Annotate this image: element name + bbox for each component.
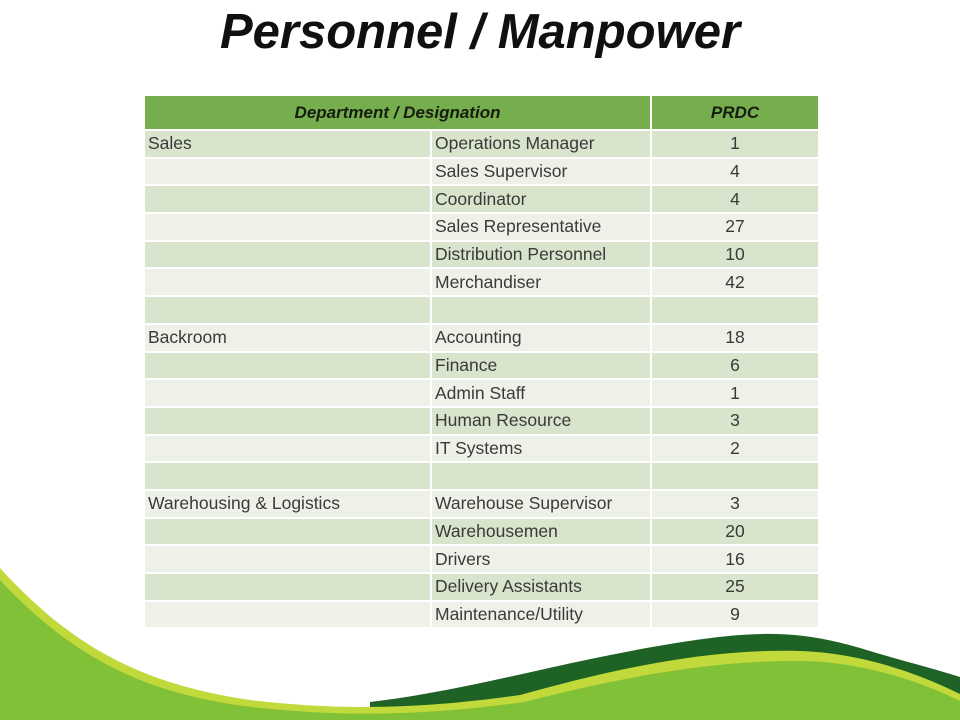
designation-cell: Warehouse Supervisor	[432, 491, 650, 517]
table-row	[145, 602, 818, 628]
designation-cell: Finance	[432, 353, 650, 379]
department-cell	[145, 574, 430, 600]
designation-cell: Accounting	[432, 325, 650, 351]
prdc-cell: 2	[652, 436, 818, 462]
table-row	[145, 159, 818, 185]
prdc-cell: 1	[652, 380, 818, 406]
department-cell	[145, 463, 430, 489]
designation-cell: Coordinator	[432, 186, 650, 212]
department-cell	[145, 436, 430, 462]
prdc-cell: 20	[652, 519, 818, 545]
table-header-row	[145, 96, 818, 129]
department-cell	[145, 297, 430, 323]
designation-cell: Delivery Assistants	[432, 574, 650, 600]
department-cell	[145, 519, 430, 545]
table-row	[145, 380, 818, 406]
slide-title: Personnel / Manpower	[219, 5, 741, 59]
table-row	[145, 574, 818, 600]
prdc-cell: 4	[652, 186, 818, 212]
department-cell	[145, 546, 430, 572]
table-row	[145, 214, 818, 240]
table-row	[145, 353, 818, 379]
department-cell	[145, 159, 430, 185]
prdc-cell: 6	[652, 353, 818, 379]
designation-cell: Drivers	[432, 546, 650, 572]
designation-cell: Distribution Personnel	[432, 242, 650, 268]
table-row	[145, 519, 818, 545]
table-row	[145, 269, 818, 295]
header-prdc: PRDC	[652, 96, 818, 129]
designation-cell	[432, 463, 650, 489]
personnel-table	[143, 94, 820, 629]
prdc-cell: 3	[652, 491, 818, 517]
designation-cell: Sales Supervisor	[432, 159, 650, 185]
prdc-cell: 42	[652, 269, 818, 295]
prdc-cell: 4	[652, 159, 818, 185]
department-cell	[145, 353, 430, 379]
prdc-cell: 1	[652, 131, 818, 157]
department-cell: Sales	[145, 131, 430, 157]
prdc-cell	[652, 463, 818, 489]
table-row	[145, 242, 818, 268]
table-row-spacer	[145, 297, 818, 323]
prdc-cell	[652, 297, 818, 323]
header-dept-designation: Department / Designation	[145, 96, 650, 129]
department-cell	[145, 214, 430, 240]
designation-cell: Human Resource	[432, 408, 650, 434]
table-row	[145, 408, 818, 434]
table-row	[145, 325, 818, 351]
table-row	[145, 131, 818, 157]
department-cell: Backroom	[145, 325, 430, 351]
prdc-cell: 18	[652, 325, 818, 351]
designation-cell: Operations Manager	[432, 131, 650, 157]
department-cell	[145, 186, 430, 212]
table-row-spacer	[145, 463, 818, 489]
department-cell	[145, 408, 430, 434]
designation-cell: Admin Staff	[432, 380, 650, 406]
prdc-cell: 9	[652, 602, 818, 628]
designation-cell: Warehousemen	[432, 519, 650, 545]
department-cell	[145, 269, 430, 295]
designation-cell: IT Systems	[432, 436, 650, 462]
table-row	[145, 546, 818, 572]
prdc-cell: 3	[652, 408, 818, 434]
prdc-cell: 16	[652, 546, 818, 572]
prdc-cell: 27	[652, 214, 818, 240]
department-cell	[145, 602, 430, 628]
table-row	[145, 436, 818, 462]
department-cell	[145, 242, 430, 268]
designation-cell	[432, 297, 650, 323]
table-row	[145, 186, 818, 212]
department-cell: Warehousing & Logistics	[145, 491, 430, 517]
table-row	[145, 491, 818, 517]
designation-cell: Merchandiser	[432, 269, 650, 295]
prdc-cell: 10	[652, 242, 818, 268]
designation-cell: Maintenance/Utility	[432, 602, 650, 628]
department-cell	[145, 380, 430, 406]
prdc-cell: 25	[652, 574, 818, 600]
designation-cell: Sales Representative	[432, 214, 650, 240]
